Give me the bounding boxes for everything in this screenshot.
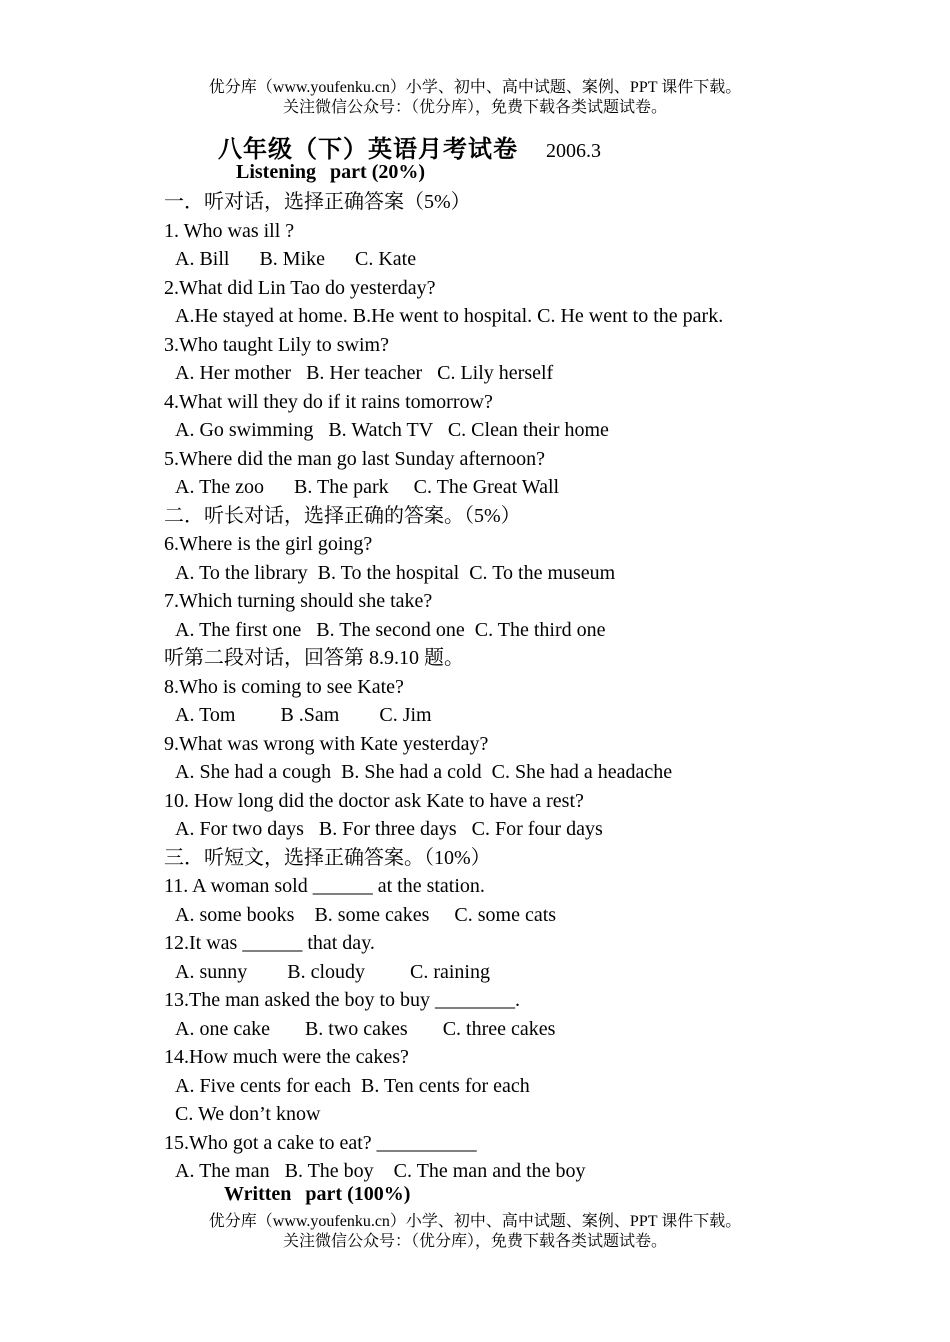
section-heading: 三．听短文，选择正确答案。（10%） (164, 846, 491, 869)
exam-title-line (218, 129, 601, 164)
question-text: 14.How much were the cakes? (164, 1046, 409, 1068)
question-text: 1. Who was ill ? (164, 219, 295, 242)
question-text: 13.The man asked the boy to buy ________. (164, 989, 521, 1011)
answer-options: A. To the library B. To the hospital C. To the museum (175, 561, 616, 584)
question-text: 2.What did Lin Tao do yesterday? (164, 276, 436, 299)
section-heading: 听第二段对话，回答第 8.9.10 题。 (164, 647, 464, 669)
question-text: 15.Who got a cake to eat? __________ (164, 1131, 477, 1154)
answer-options: A. For two days B. For three days C. For four days (175, 818, 603, 840)
section-heading: 一．听对话，选择正确答案（5%） (164, 191, 471, 213)
question-text: 11. A woman sold ______ at the station. (164, 875, 485, 897)
question-text: 12.It was ______ that day. (164, 932, 375, 954)
listening-score: part (20%) (330, 161, 426, 183)
question-text: 10. How long did the doctor ask Kate to have a rest? (164, 789, 584, 812)
answer-options: A. Five cents for each B. Ten cents for each (175, 1074, 530, 1097)
answer-options: A. one cake B. two cakes C. three cakes (175, 1017, 556, 1040)
exam-title: 八年级（下）英语月考试卷 (218, 137, 518, 163)
written-part-heading (224, 1183, 410, 1206)
listening-part-heading (236, 161, 425, 184)
answer-options: A. sunny B. cloudy C. raining (175, 960, 490, 983)
question-text: 7.Which turning should she take? (164, 590, 433, 612)
header-watermark-line2: 关注微信公众号：（优分库），免费下载各类试题试卷。 (282, 99, 667, 116)
answer-options: C. We don’t know (175, 1103, 321, 1125)
listening-label: Listening (236, 161, 317, 183)
section-heading: 二．听长对话，选择正确的答案。（5%） (164, 504, 521, 527)
exam-date: 2006.3 (546, 140, 601, 162)
answer-options: A. Bill B. Mike C. Kate (175, 248, 417, 270)
question-text: 5.Where did the man go last Sunday afternoon? (164, 447, 545, 470)
question-text: 8.Who is coming to see Kate? (164, 675, 404, 698)
footer-watermark-line2: 关注微信公众号：（优分库），免费下载各类试题试卷。 (282, 1233, 667, 1250)
question-list (164, 188, 924, 1186)
question-text: 3.Who taught Lily to swim? (164, 333, 389, 356)
answer-options: A. Tom B .Sam C. Jim (175, 704, 432, 726)
answer-options: A. The man B. The boy C. The man and the boy (175, 1160, 586, 1182)
answer-options: A.He stayed at home. B.He went to hospital. C. He went to the park. (175, 305, 724, 327)
answer-options: A. Her mother B. Her teacher C. Lily herself (175, 362, 554, 384)
answer-options: A. She had a cough B. She had a cold C. She had a headache (175, 761, 673, 783)
answer-options: A. The first one B. The second one C. The third one (175, 618, 606, 641)
written-score: part (100%) (305, 1183, 411, 1205)
question-text: 4.What will they do if it rains tomorrow? (164, 390, 493, 413)
question-text: 9.What was wrong with Kate yesterday? (164, 732, 489, 755)
footer-watermark-line1: 优分库（www.youfenku.cn）小学、初中、高中试题、案例、PPT 课件下载。 (208, 1213, 742, 1230)
answer-options: A. some books B. some cakes C. some cats (175, 903, 557, 926)
question-text: 6.Where is the girl going? (164, 533, 373, 555)
written-label: Written (224, 1183, 292, 1205)
answer-options: A. The zoo B. The park C. The Great Wall (175, 476, 560, 498)
header-watermark-line1: 优分库（www.youfenku.cn）小学、初中、高中试题、案例、PPT 课件下载。 (208, 79, 742, 96)
answer-options: A. Go swimming B. Watch TV C. Clean their home (175, 419, 609, 441)
